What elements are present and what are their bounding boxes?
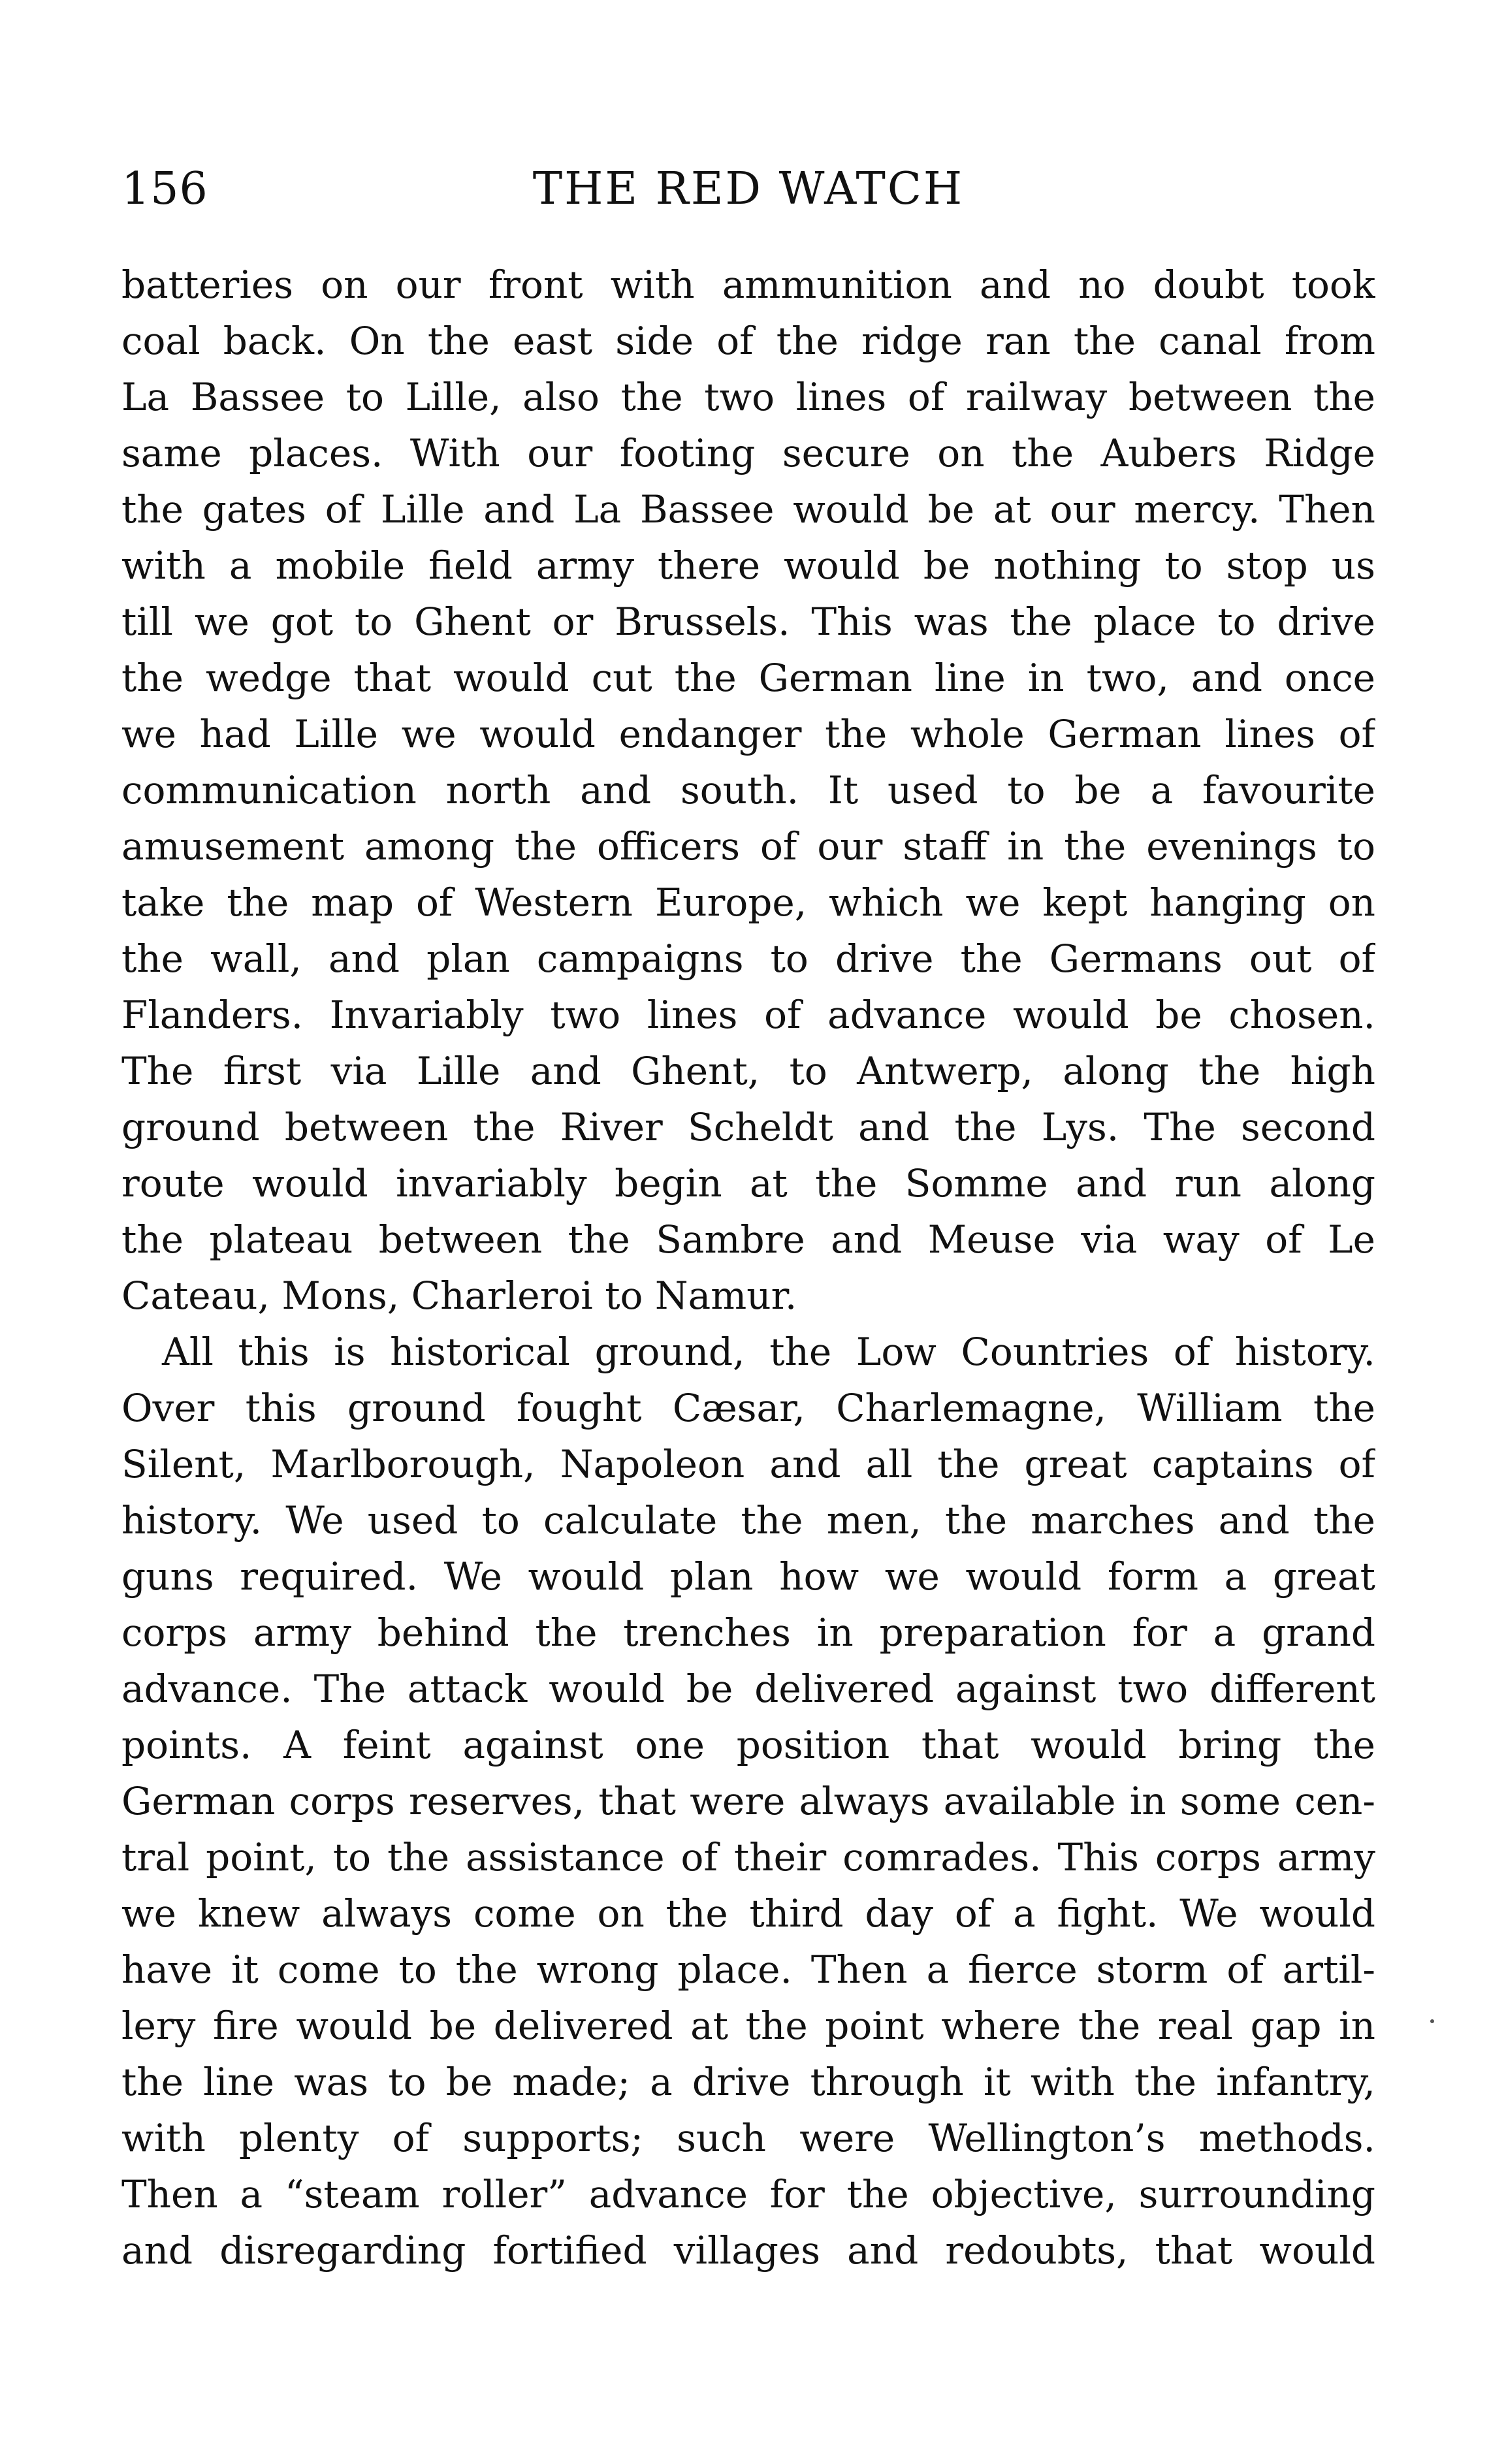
text-line: batteries on our front with ammunition and no doubt took — [121, 263, 1375, 307]
text-line: Over this ground fought Cæsar, Charlemagne, William the — [121, 1386, 1375, 1430]
body-text — [121, 257, 1375, 2279]
text-line: communication north and south. It used to be a favourite — [121, 768, 1375, 812]
text-line: advance. The attack would be delivered against two different — [121, 1667, 1375, 1711]
running-title: THE RED WATCH — [532, 163, 965, 215]
text-line: coal back. On the east side of the ridge ran the canal from — [121, 319, 1375, 363]
text-line: have it come to the wrong place. Then a fierce storm of artil- — [121, 1947, 1375, 1992]
text-line: the line was to be made; a drive through it with the infantry, — [121, 2060, 1375, 2104]
text-line: the wedge that would cut the German line in two, and once — [121, 656, 1375, 700]
text-line: take the map of Western Europe, which we kept hanging on — [121, 880, 1375, 925]
paragraph-2 — [121, 1324, 1375, 2279]
text-line: The first via Lille and Ghent, to Antwerp, along the high — [121, 1049, 1375, 1093]
text-line: the gates of Lille and La Bassee would be at our mercy. Then — [121, 487, 1375, 532]
text-line: we knew always come on the third day of a fight. We would — [121, 1891, 1375, 1936]
text-line: German corps reserves, that were always available in some cen- — [121, 1779, 1375, 1823]
text-line: points. A feint against one position that would bring the — [121, 1723, 1375, 1767]
text-line: history. We used to calculate the men, the marches and the — [121, 1498, 1375, 1543]
text-line: ground between the River Scheldt and the Lys. The second — [121, 1105, 1375, 1149]
text-line: and disregarding fortified villages and redoubts, that would — [121, 2228, 1375, 2273]
page-number: 156 — [121, 163, 208, 215]
text-line: All this is historical ground, the Low Countries of history. — [162, 1330, 1375, 1374]
text-line: guns required. We would plan how we would form a great — [121, 1554, 1375, 1599]
running-head — [121, 157, 1375, 222]
text-line: we had Lille we would endanger the whole German lines of — [121, 712, 1375, 756]
text-line: Then a “steam roller” advance for the objective, surrounding — [121, 2172, 1375, 2216]
text-line: lery fire would be delivered at the point where the real gap in — [121, 2004, 1375, 2048]
text-line: till we got to Ghent or Brussels. This was the place to drive — [121, 600, 1375, 644]
text-line: amusement among the officers of our staff in the evenings to — [121, 824, 1375, 869]
stray-dot — [1430, 2019, 1434, 2023]
text-line: with plenty of supports; such were Wellington’s methods. — [121, 2116, 1375, 2160]
text-line: Flanders. Invariably two lines of advance would be chosen. — [121, 993, 1375, 1037]
text-line: La Bassee to Lille, also the two lines of railway between the — [121, 375, 1375, 419]
text-line: tral point, to the assistance of their comrades. This corps army — [121, 1835, 1375, 1880]
text-line: with a mobile field army there would be nothing to stop us — [121, 543, 1375, 588]
text-line: the wall, and plan campaigns to drive the Germans out of — [121, 936, 1375, 981]
text-line: route would invariably begin at the Somme and run along — [121, 1161, 1375, 1206]
paragraph-1 — [121, 257, 1375, 1324]
text-line: corps army behind the trenches in preparation for a grand — [121, 1610, 1375, 1655]
text-line: the plateau between the Sambre and Meuse via way of Le — [121, 1217, 1375, 1262]
text-line: Silent, Marlborough, Napoleon and all the great captains of — [121, 1442, 1375, 1486]
text-line: Cateau, Mons, Charleroi to Namur. — [121, 1273, 797, 1318]
text-line: same places. With our footing secure on the Aubers Ridge — [121, 431, 1375, 475]
